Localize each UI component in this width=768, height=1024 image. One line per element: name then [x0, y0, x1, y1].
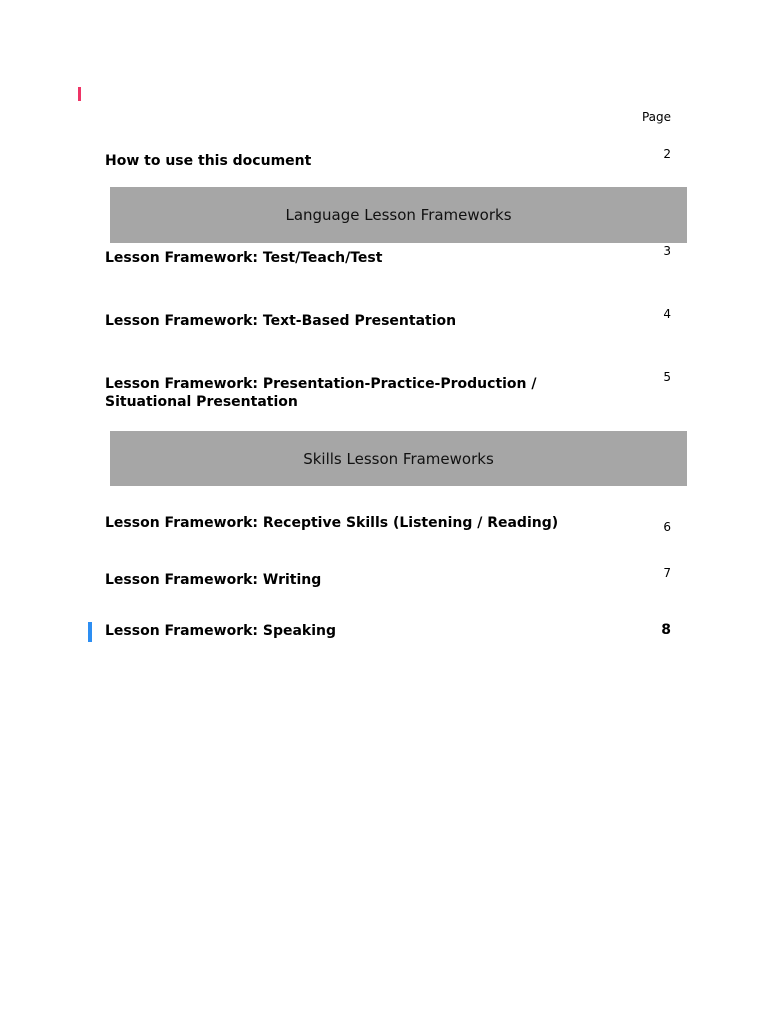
- revision-marker: [78, 87, 81, 101]
- active-line-marker: [88, 622, 92, 642]
- toc-page-number: 3: [663, 244, 671, 258]
- toc-page-number: 2: [663, 147, 671, 161]
- toc-entry[interactable]: Lesson Framework: Test/Teach/Test: [105, 250, 383, 266]
- toc-entry[interactable]: Lesson Framework: Text-Based Presentation: [105, 313, 457, 329]
- toc-entry[interactable]: Lesson Framework: Receptive Skills (Listening / Reading): [105, 515, 559, 531]
- toc-page-number: 5: [663, 370, 671, 384]
- toc-entry[interactable]: Lesson Framework: Presentation-Practice-Production / Situational Presentation: [105, 376, 537, 410]
- toc-page-number: 4: [663, 307, 671, 321]
- toc-entry[interactable]: Lesson Framework: Speaking: [105, 623, 337, 639]
- section-heading: Language Lesson Frameworks: [285, 206, 512, 224]
- toc-entry[interactable]: Lesson Framework: Writing: [105, 572, 322, 588]
- toc-page-number: 7: [663, 566, 671, 580]
- page-column-header: Page: [641, 110, 671, 124]
- section-heading: Skills Lesson Frameworks: [303, 449, 494, 468]
- toc-page-number: 6: [663, 520, 671, 534]
- toc-page-number: 8: [661, 622, 671, 638]
- section-band-skills: [110, 431, 687, 486]
- section-band-language: [110, 187, 687, 243]
- toc-entry-intro[interactable]: How to use this document: [105, 153, 312, 169]
